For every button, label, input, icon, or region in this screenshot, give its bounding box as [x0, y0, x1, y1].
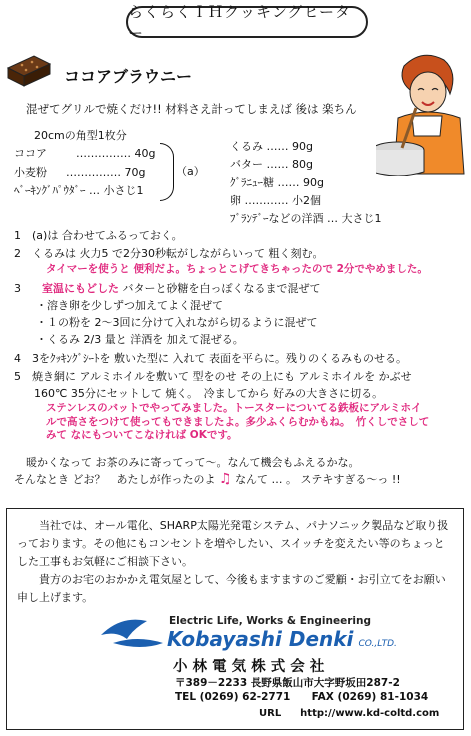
ingredient-row [14, 182, 144, 198]
ingredient-amount: 40g [134, 147, 156, 160]
ingredient-amount: 90g [303, 176, 324, 189]
step-5-line2: 160℃ 35分にセットして 焼く。 冷ましてから 好みの大きさに切る。 [34, 387, 384, 400]
company-greeting: 貴方のお宅のおかかえ電気屋として、今後もますますのご愛顧・お引立てをお願い申し上げます。 [17, 573, 446, 604]
ingredient-row [230, 210, 382, 226]
step-3-bullet: ・くるみ 2/3 量と 洋酒を 加えて混ぜる。 [36, 333, 244, 346]
ingredient-dots: ………… [244, 194, 289, 207]
company-phone [175, 691, 428, 703]
page-title: らくらくＩＨクッキングヒーター [128, 3, 351, 42]
title-banner [126, 3, 368, 42]
ingredient-dots: …… [277, 176, 300, 189]
ingredient-dots: … [327, 212, 338, 225]
ingredient-name: バター [230, 158, 263, 171]
step-4: 4 3をｸｯｷﾝｸﾞｼｰﾄを 敷いた型に 入れて 表面を平らに。残りのくるみものせる。 [14, 352, 407, 365]
logo-name: Kobayashi Denki [167, 627, 354, 651]
ingredient-name: 小麦粉 [14, 166, 47, 179]
url-label: URL [259, 708, 282, 719]
ingredient-row [14, 145, 155, 161]
ingredient-amount: 大さじ1 [341, 212, 382, 225]
ingredient-name: くるみ [230, 140, 263, 153]
ingredient-amount: 70g [124, 166, 146, 179]
ingredient-amount: 小2個 [292, 194, 321, 207]
company-fax: FAX (0269) 81-1034 [311, 691, 429, 703]
ingredient-row [230, 192, 321, 208]
brownie-illustration [4, 52, 54, 88]
closing-line-2 [14, 471, 401, 487]
ingredient-name: ｸﾞﾗﾆｭｰ糖 [230, 176, 274, 189]
step-5-line1: 5 焼き網に アルミホイルを敷いて 型をのせ その上にも アルミホイルを かぶせ [14, 370, 412, 383]
company-address: 〒389－2233 長野県飯山市大字野坂田287-2 [175, 677, 400, 689]
ingredient-dots: … [89, 184, 100, 197]
company-url-row [259, 708, 439, 719]
step-3-bullet: ・溶き卵を少しずつ加えてよく混ぜて [36, 299, 223, 312]
step-2: 2 くるみは 火力5 で2分30秒転がしながらいって 粗く刻む。 [14, 247, 324, 260]
ingredient-dots: …………… [76, 147, 131, 160]
company-url[interactable]: http://www.kd-coltd.com [300, 708, 440, 719]
company-logo [97, 613, 167, 653]
group-brace [160, 143, 174, 201]
ingredient-row [230, 138, 313, 154]
brownie-icon [4, 52, 54, 88]
pan-size: 20cmの角型1枚分 [34, 129, 127, 142]
step-3 [14, 280, 321, 296]
ingredient-dots: …………… [66, 166, 121, 179]
step-1: 1 (a)は 合わせてふるっておく。 [14, 229, 183, 242]
closing-text-b: なんて … 。 ステキすぎる～っ !! [235, 473, 401, 486]
ingredient-amount: 90g [292, 140, 313, 153]
company-tel: TEL (0269) 62-2771 [175, 691, 291, 703]
kd-logo-icon [97, 613, 167, 653]
step-3-highlight: 室温にもどした [42, 282, 119, 295]
step-5-note: ステンレスのバットでやってみました。トースターについてる鉄板にアルミホイルで高さをつけて使ってもできましたよ。多少ふくらむかもね。 竹くしでさしてみて なにもついてこなければ OKです。 [46, 402, 430, 441]
company-intro: 当社では、オール電化、SHARP太陽光発電システム、パナソニック製品など取り扱っております。その他にもコンセントを増やしたい、スイッチを変えたい等のちょっとした工事もお気軽にご相談下さい。 [17, 519, 449, 568]
company-logo-text [167, 627, 397, 651]
closing-line-1: 暖かくなって お茶のみに寄ってって～。なんて機会もふえるかな。 [26, 456, 360, 469]
ingredient-amount: 80g [292, 158, 313, 171]
ingredient-name: ﾍﾞｰｷﾝｸﾞﾊﾟｳﾀﾞｰ [14, 184, 86, 197]
ingredient-row [230, 156, 313, 172]
ingredient-row [14, 164, 145, 180]
step-2-note: タイマーを使うと 便利だよ。ちょっとこげてきちゃったので 2分でやめました。 [46, 263, 428, 275]
recipe-name: ココアブラウニー [64, 67, 193, 86]
company-info-box [6, 508, 464, 730]
cook-illustration [376, 46, 468, 176]
logo-suffix: CO.,LTD. [358, 639, 397, 649]
closing-text-a: そんなとき どお？ あたしが作ったのよ [14, 473, 216, 486]
company-tagline: Electric Life, Works & Engineering [169, 615, 371, 627]
ingredient-amount: 小さじ1 [103, 184, 144, 197]
step-3-number: 3 [14, 282, 21, 295]
ingredient-name: ﾌﾞﾗﾝﾃﾞｰなどの洋酒 [230, 212, 324, 225]
ingredient-dots: …… [266, 140, 289, 153]
intro-text: 混ぜてグリルで焼くだけ!! 材料さえ計ってしまえば 後は 楽ちん [26, 102, 357, 116]
step-3-bullet: ・１の粉を 2～3回に分けて入れながら切るように混ぜて [36, 316, 318, 329]
woman-cooking-icon [376, 46, 468, 176]
ingredient-name: 卵 [230, 194, 241, 207]
ingredient-row [230, 174, 324, 190]
ingredient-name: ココア [14, 147, 47, 160]
group-label: （a） [176, 165, 205, 178]
music-note-icon: ♫ [219, 471, 232, 487]
step-3-text: バターと砂糖を白っぽくなるまで混ぜて [122, 282, 321, 295]
company-name-jp: 小 林 電 気 株 式 会 社 [173, 659, 325, 675]
ingredient-dots: …… [266, 158, 289, 171]
